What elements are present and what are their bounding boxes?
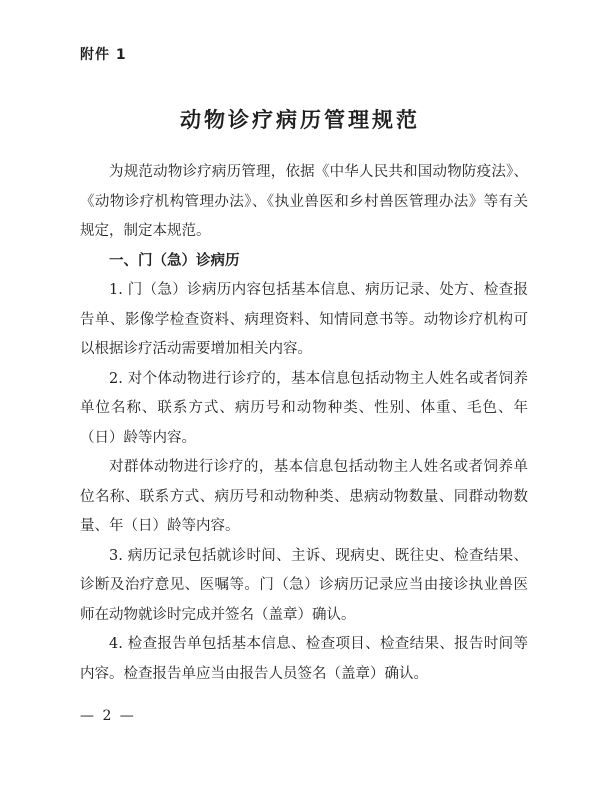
document-title: 动物诊疗病历管理规范 bbox=[180, 108, 420, 132]
document-body bbox=[80, 158, 528, 689]
paragraph-2-group: 对群体动物进行诊疗的，基本信息包括动物主人姓名或者饲养单位名称、联系方式、病历号和动物种类、患病动物数量、同群动物数量、年（日）龄等内容。 bbox=[80, 459, 528, 534]
section-heading: 一、门（急）诊病历 bbox=[109, 252, 240, 269]
paragraph-3: 3. 病历记录包括就诊时间、主诉、现病史、既往史、检查结果、诊断及治疗意见、医嘱等。门（急）诊病历记录应当由接诊执业兽医师在动物就诊时完成并签名（盖章）确认。 bbox=[80, 547, 528, 623]
paragraph-4: 4. 检查报告单包括基本信息、检查项目、检查结果、报告时间等内容。检查报告单应当由报告人员签名（盖章）确认。 bbox=[80, 636, 528, 682]
paragraph-1: 1. 门（急）诊病历内容包括基本信息、病历记录、处方、检查报告单、影像学检查资料、病理资料、知情同意书等。动物诊疗机构可以根据诊疗活动需要增加相关内容。 bbox=[80, 282, 528, 357]
page-number: — 2 — bbox=[80, 708, 136, 724]
intro-paragraph: 为规范动物诊疗病历管理，依据《中华人民共和国动物防疫法》、《动物诊疗机构管理办法》、《执业兽医和乡村兽医管理办法》等有关规定，制定本规范。 bbox=[80, 164, 528, 239]
paragraph-2: 2. 对个体动物进行诊疗的，基本信息包括动物主人姓名或者饲养单位名称、联系方式、病历号和动物种类、性别、体重、毛色、年（日）龄等内容。 bbox=[80, 370, 528, 446]
attachment-label: 附件 1 bbox=[80, 47, 127, 63]
